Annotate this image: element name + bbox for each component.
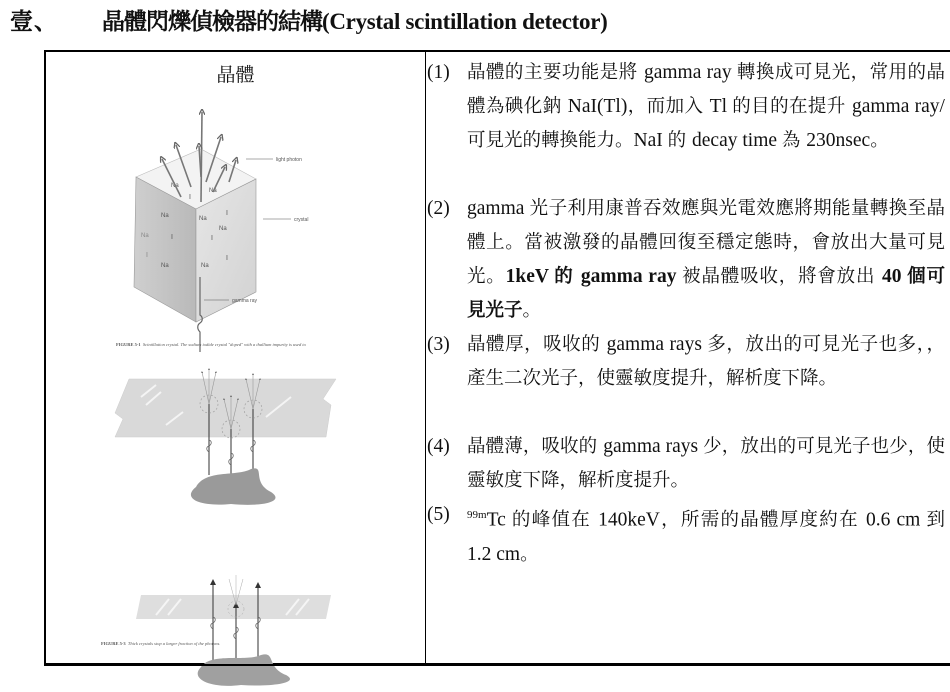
svg-text:Na: Na xyxy=(161,213,169,219)
svg-text:I: I xyxy=(226,255,228,262)
content-table xyxy=(44,50,950,665)
figure-1-caption: FIGURE 5-1 Scintillation crystal. The sodium iodide crystal "doped" with a thallium impurity is used to xyxy=(116,342,306,347)
text-column xyxy=(427,52,950,663)
item-text: 晶體的主要功能是將 gamma ray 轉換成可見光，常用的晶體為碘化鈉 NaI(Tl)，而加入 Tl 的目的在提升 gamma ray/可見光的轉換能力。NaI 的 decay time 為 230nsec。 xyxy=(467,62,945,151)
item-text: gamma 光子利用康普吞效應與光電效應將期能量轉換至晶體上。當被激發的晶體回復至穩定態時，會放出大量可見光。1keV 的 gamma ray 被晶體吸收，將會放出 40 個可見光子。 xyxy=(467,198,945,321)
svg-text:Na: Na xyxy=(209,188,217,194)
section-title-zh: 晶體閃爍偵檢器的結構 xyxy=(102,9,322,35)
svg-text:I: I xyxy=(189,194,191,201)
svg-text:I: I xyxy=(226,210,228,217)
svg-text:Na: Na xyxy=(201,263,209,269)
section-title-en: (Crystal scintillation detector) xyxy=(322,9,608,34)
svg-text:I: I xyxy=(146,252,148,259)
label-light-photon: light photon xyxy=(276,157,302,163)
item-number: (4) xyxy=(427,436,450,457)
item-text: 晶體薄，吸收的 gamma rays 少，放出的可見光子也少，使靈敏度下降，解析度提升。 xyxy=(467,436,945,491)
item-text: $^{99m}$Tc 的峰值在 140keV，所需的晶體厚度約在 0.6 cm 到 1.2 cm。 xyxy=(467,509,945,565)
item-number: (1) xyxy=(427,62,450,83)
svg-text:I: I xyxy=(171,234,173,241)
item-number: (3) xyxy=(427,334,450,355)
thick-crystal-figure xyxy=(101,557,391,692)
section-heading xyxy=(10,3,608,37)
column-header: 晶體 xyxy=(216,64,255,86)
item-number: (2) xyxy=(427,198,450,219)
item-number: (5) xyxy=(427,504,450,525)
svg-text:Na: Na xyxy=(161,263,169,269)
figure-column xyxy=(46,52,426,663)
svg-text:I: I xyxy=(211,235,213,242)
section-number: 壹、 xyxy=(10,9,58,35)
label-crystal: crystal xyxy=(294,217,309,223)
crystal-cube-figure xyxy=(101,97,391,352)
svg-text:Na: Na xyxy=(199,216,207,222)
label-gamma-ray: gamma ray xyxy=(232,298,258,304)
svg-text:Na: Na xyxy=(171,183,179,189)
item-text: 晶體厚，吸收的 gamma rays 多，放出的可見光子也多，，產生二次光子，使靈敏度提升，解析度下降。 xyxy=(467,334,945,389)
thin-crystal-figure xyxy=(101,357,391,522)
table-bottom-border xyxy=(44,664,950,666)
svg-text:Na: Na xyxy=(219,226,227,232)
figure-3-caption: FIGURE 5-3 Thick crystals stop a larger fraction of the photons. xyxy=(101,641,221,646)
svg-text:Na: Na xyxy=(141,233,149,239)
